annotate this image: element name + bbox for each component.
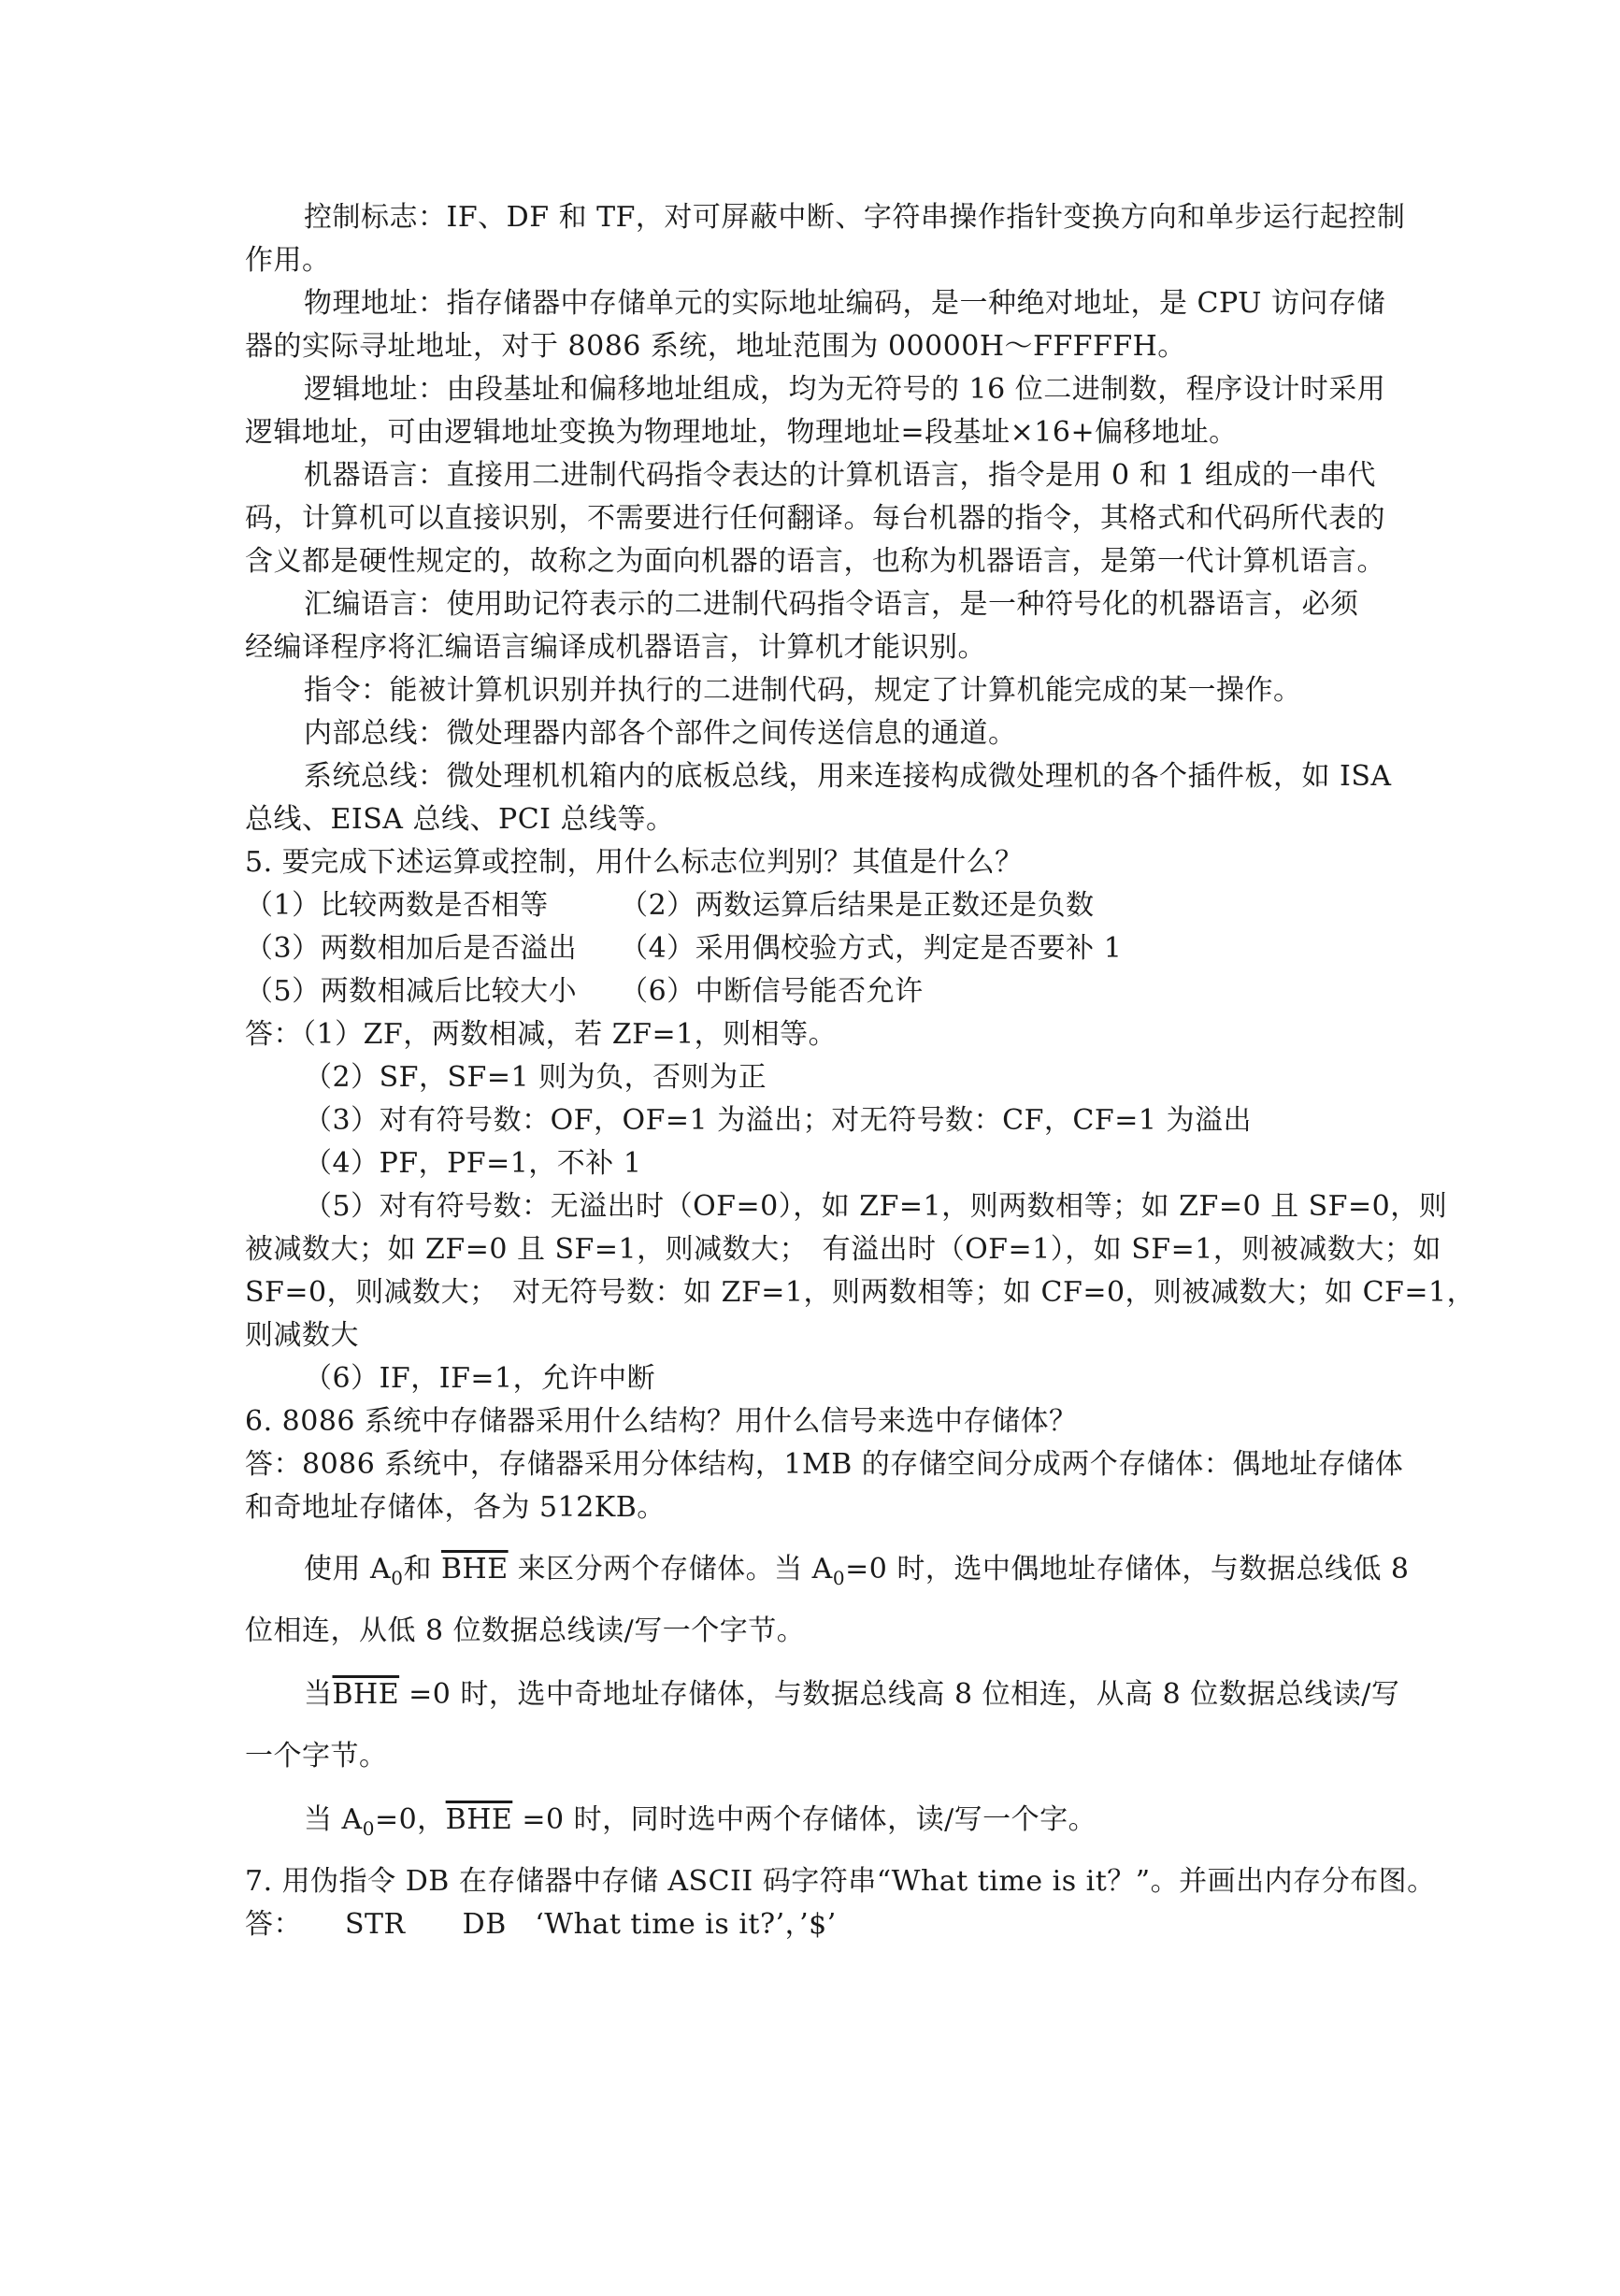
para-logical-address: 逻辑地址：由段基址和偏移地址组成，均为无符号的 16 位二进制数，程序设计时采用: [304, 373, 1386, 406]
para-instruction: 指令：能被计算机识别并执行的二进制代码，规定了计算机能完成的某一操作。: [304, 674, 1302, 707]
answer-5-item: （3）对有符号数：OF，OF=1 为溢出；对无符号数：CF，CF=1 为溢出: [304, 1104, 1252, 1137]
para-physical-address: 物理地址：指存储器中存储单元的实际地址编码，是一种绝对地址，是 CPU 访问存储: [304, 287, 1385, 320]
answer-5: 答：（1）ZF，两数相减，若 ZF=1，则相等。: [245, 1018, 838, 1051]
text-span: =0 时，选中奇地址存储体，与数据总线高 8 位相连，从高 8 位数据总线读/写: [399, 1678, 1400, 1711]
answer-5-item: （4）PF，PF=1，不补 1: [304, 1147, 642, 1180]
text-span: =0 时，选中偶地址存储体，与数据总线低 8: [845, 1553, 1410, 1586]
text-span: =0，: [374, 1803, 446, 1836]
para-both-banks: [304, 1799, 1385, 1844]
text-span: 和: [403, 1553, 441, 1586]
para-assembly-language: 汇编语言：使用助记符表示的二进制代码指令语言，是一种符号化的机器语言，必须: [304, 588, 1359, 621]
answer-5-item: （6）IF，IF=1，允许中断: [304, 1362, 656, 1395]
question-5-option: （5）两数相减后比较大小 （6）中断信号能否允许: [245, 975, 924, 1008]
answer-5-line: 则减数大: [245, 1319, 359, 1352]
text-span: 使用 A: [304, 1553, 392, 1586]
bhe-signal: $\overline{BHE}$: [445, 1803, 513, 1836]
question-7: 7. 用伪指令 DB 在存储器中存储 ASCII 码字符串“What time is it？”。并画出内存分布图。: [245, 1865, 1436, 1898]
para-line: 经编译程序将汇编语言编译成机器语言，计算机才能识别。: [245, 631, 986, 664]
para-bhe-zero: [304, 1673, 1400, 1716]
answer-5-line: 被减数大；如 ZF=0 且 SF=1，则减数大； 有溢出时（OF=1），如 SF=1，则被减数大；如: [245, 1233, 1441, 1266]
para-machine-language: 机器语言：直接用二进制代码指令表达的计算机语言，指令是用 0 和 1 组成的一串代: [304, 459, 1376, 492]
para-line: 作用。: [245, 244, 331, 277]
para-system-bus: 系统总线：微处理机机箱内的底板总线，用来连接构成微处理机的各个插件板，如 ISA: [304, 760, 1392, 793]
para-control-flags: 控制标志：IF、DF 和 TF，对可屏蔽中断、字符串操作指针变换方向和单步运行起控制: [304, 201, 1406, 234]
para-internal-bus: 内部总线：微处理器内部各个部件之间传送信息的通道。: [304, 717, 1017, 750]
para-line: 码，计算机可以直接识别，不需要进行任何翻译。每台机器的指令，其格式和代码所代表的: [245, 502, 1385, 535]
para-line: 一个字节。: [245, 1740, 388, 1772]
answer-5-line: SF=0，则减数大； 对无符号数：如 ZF=1，则两数相等；如 CF=0，则被减数大；如 CF=1，: [245, 1276, 1476, 1309]
answer-5-item: （5）对有符号数：无溢出时（OF=0），如 ZF=1，则两数相等；如 ZF=0 且 SF=0，则: [304, 1190, 1448, 1223]
question-5-option: （3）两数相加后是否溢出 （4）采用偶校验方式，判定是否要补 1: [245, 932, 1123, 965]
text-span: 当: [304, 1678, 333, 1711]
para-line: 含义都是硬性规定的，故称之为面向机器的语言，也称为机器语言，是第一代计算机语言。: [245, 545, 1385, 578]
subscript: 0: [832, 1567, 846, 1589]
question-5-option: （1）比较两数是否相等 （2）两数运算后结果是正数还是负数: [245, 889, 1095, 922]
answer-5-item: （2）SF，SF=1 则为负，否则为正: [304, 1061, 767, 1094]
subscript: 0: [391, 1567, 404, 1589]
para-line: 位相连，从低 8 位数据总线读/写一个字节。: [245, 1614, 806, 1647]
bhe-signal: $\overline{BHE}$: [440, 1553, 509, 1586]
text-span: 当 A: [304, 1803, 363, 1836]
para-line: 逻辑地址，可由逻辑地址变换为物理地址，物理地址=段基址×16+偏移地址。: [245, 416, 1238, 449]
answer-6: 答：8086 系统中，存储器采用分体结构，1MB 的存储空间分成两个存储体：偶地址存储体: [245, 1448, 1404, 1481]
para-a0-bhe: [304, 1548, 1410, 1593]
para-line: 总线、EISA 总线、PCI 总线等。: [245, 803, 675, 836]
bhe-signal: $\overline{BHE}$: [332, 1678, 400, 1711]
text-span: =0 时，同时选中两个存储体，读/写一个字。: [512, 1803, 1097, 1836]
text-span: 来区分两个存储体。当 A: [508, 1553, 833, 1586]
subscript: 0: [362, 1817, 375, 1840]
question-6: 6. 8086 系统中存储器采用什么结构？用什么信号来选中存储体？: [245, 1405, 1078, 1438]
para-line: 器的实际寻址地址，对于 8086 系统，地址范围为 00000H～FFFFFH。: [245, 330, 1186, 363]
answer-7: 答： STR DB ‘What time is it?’，’$’: [245, 1908, 837, 1941]
question-5: 5. 要完成下述运算或控制，用什么标志位判别？其值是什么？: [245, 846, 1024, 879]
answer-6-line: 和奇地址存储体，各为 512KB。: [245, 1491, 666, 1524]
